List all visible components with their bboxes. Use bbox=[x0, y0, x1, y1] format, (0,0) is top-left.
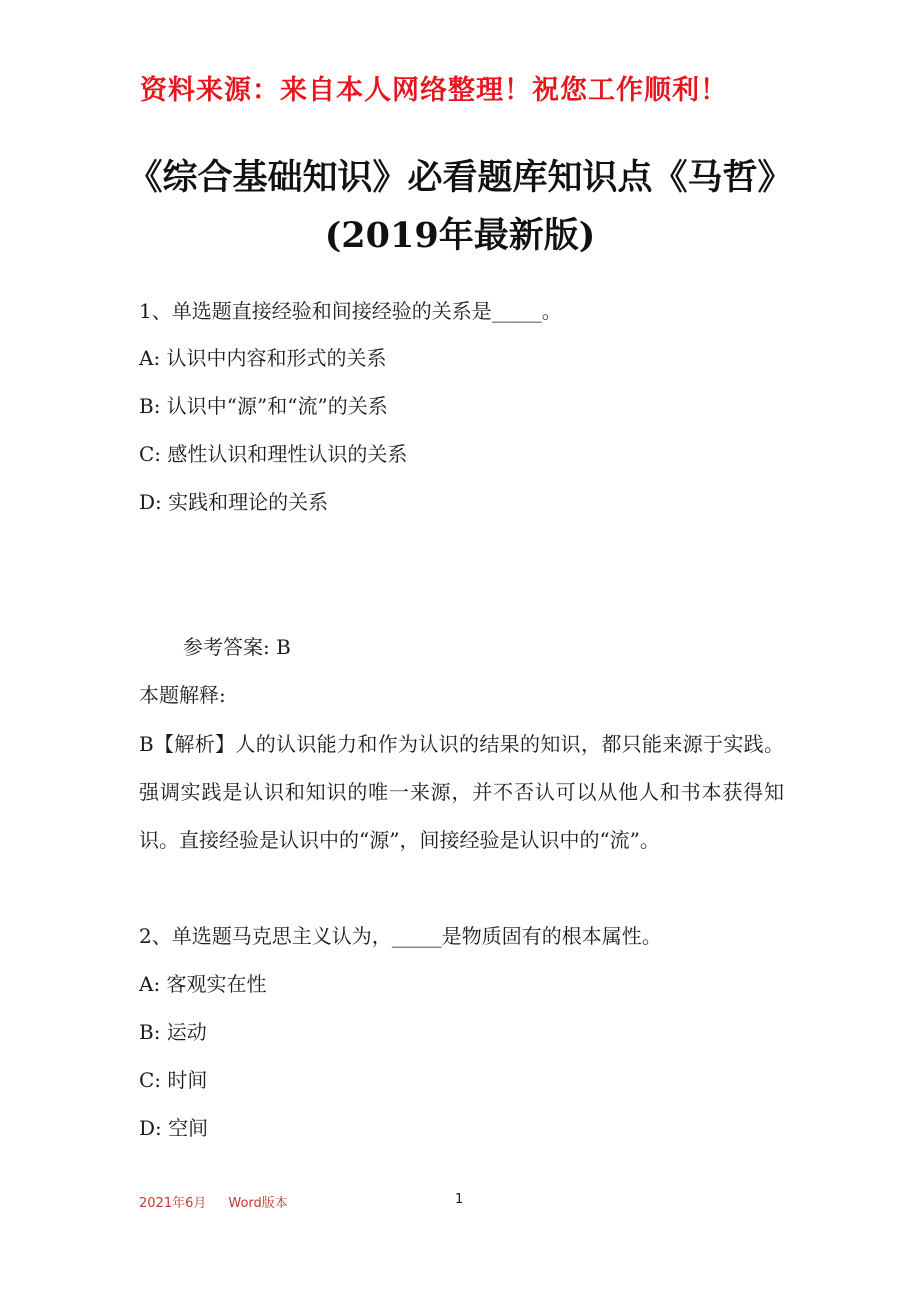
question-1-answer: 参考答案: B bbox=[183, 635, 291, 659]
question-2-text: 2、单选题马克思主义认为，_____是物质固有的根本属性。 bbox=[139, 924, 662, 948]
question-1-option-c: C: 感性认识和理性认识的关系 bbox=[139, 442, 408, 466]
page-number: 1 bbox=[455, 1192, 464, 1207]
question-2-option-b: B: 运动 bbox=[139, 1020, 207, 1044]
question-1-explanation-label: 本题解释: bbox=[139, 683, 226, 707]
source-banner: 资料来源：来自本人网络整理！祝您工作顺利！ bbox=[140, 75, 728, 106]
question-2-option-c: C: 时间 bbox=[139, 1068, 208, 1092]
question-1-explanation: B【解析】人的认识能力和作为认识的结果的知识，都只能来源于实践。强调实践是认识和知识的唯一来源，并不否认可以从他人和书本获得知识。直接经验是认识中的“源”，间接经验是认识中的“流”。 bbox=[139, 732, 784, 852]
footer-date: 2021年6月 bbox=[139, 1196, 207, 1211]
question-1-text: 1、单选题直接经验和间接经验的关系是_____。 bbox=[139, 299, 562, 323]
document-title-line-2: (2019年最新版) bbox=[324, 215, 596, 256]
question-2-option-d: D: 空间 bbox=[139, 1116, 209, 1140]
question-1-option-a: A: 认识中内容和形式的关系 bbox=[139, 346, 387, 370]
question-1-option-d: D: 实践和理论的关系 bbox=[139, 490, 329, 514]
footer-info bbox=[139, 1192, 310, 1211]
document-title-line-1: 《综合基础知识》必看题库知识点《马哲》 bbox=[127, 157, 793, 198]
question-2-option-a: A: 客观实在性 bbox=[139, 972, 267, 996]
footer-version: Word版本 bbox=[228, 1196, 288, 1211]
question-1-option-b: B: 认识中“源”和“流”的关系 bbox=[139, 394, 388, 418]
